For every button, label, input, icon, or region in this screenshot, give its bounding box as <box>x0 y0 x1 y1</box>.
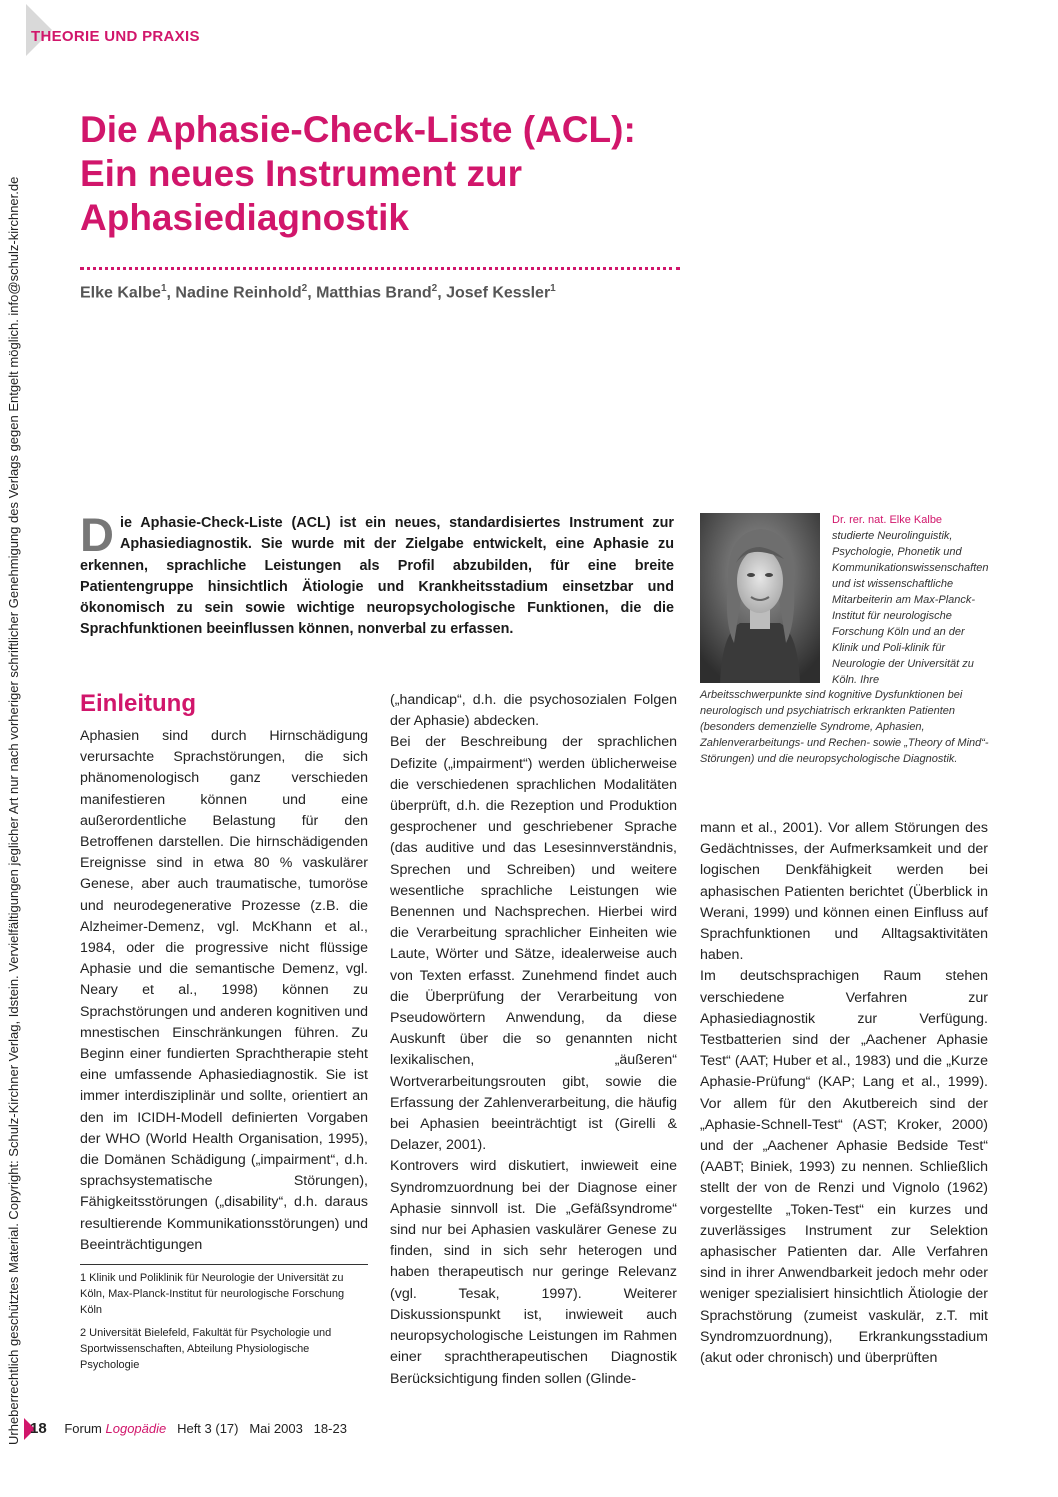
author-bio-caption <box>832 512 992 688</box>
author-name: Elke Kalbe <box>80 284 161 302</box>
author-affiliation: 2 <box>431 283 438 294</box>
author-affiliation: 1 <box>160 283 167 294</box>
body-paragraph: („handicap“, d.h. die psychosozialen Folgen der Aphasie) abdecken. <box>390 692 677 730</box>
author-list: Elke Kalbe$^1$, Nadine Reinhold$^2$, Matthias Brand$^2$, Josef Kessler$^1$ <box>80 283 556 302</box>
author-name: Josef Kessler <box>446 284 551 302</box>
body-paragraph: Bei der Beschreibung der sprachlichen Defizite („impairment“) werden üblicherweise die verschiedenen sprachlichen Modalitäten überprüft, d.h. die Rezeption und Produktion gesprochener und geschriebener Sprache (das auditive und das Lesesinnverständnis, Sprechen und Schreiben) und weitere wesentliche sprachliche Leistungen wie Benennen und Nachsprechen. Hierbei wird die Verarbeitung sprachlicher Einheiten wie Laute, Wörter und Sätze, idealerweise auch von Texten erfasst. Zunehmend findet auch die Überprüfung der Verarbeitung von Pseudowörtern Anwendung, da diese Auskunft über die so genannten nicht lexikalischen, „äußeren“ Wortverarbeitungsrouten gibt, sowie die Erfassung der Zahlenverarbeitung, die häufig bei Aphasien beeinträchtigt ist (Girelli & Delazer, 2001). <box>390 734 677 1154</box>
journal-prefix: Forum <box>64 1421 102 1436</box>
body-column-2 <box>390 690 677 1390</box>
footnotes <box>80 1270 368 1380</box>
footnote-divider <box>80 1264 368 1265</box>
author-affiliation: 2 <box>301 283 308 294</box>
section-label: THEORIE UND PRAXIS <box>31 28 200 45</box>
author-portrait-photo <box>700 513 820 683</box>
page-range: 18-23 <box>313 1421 347 1436</box>
author-bio-name: Dr. rer. nat. Elke Kalbe <box>832 514 943 526</box>
body-paragraph: Kontrovers wird diskutiert, inwieweit eine Syndromzuordnung bei der Diagnose einer Aphasie sinnvoll ist. Die „Gefäßsyndrome“ sind nur bei Aphasien vaskulärer Genese zu finden, sind in sich sehr heterogen und haben therapeutisch nur geringe Relevanz (vgl. Tesak, 1997). Weiterer Diskussionspunkt ist, inwieweit auch neuropsychologische Leistungen im Rahmen einer sprachtherapeutischen Diagnostik Berücksichtigung finden sollen (Glinde- <box>390 1158 677 1387</box>
page-number: 18 <box>30 1420 47 1437</box>
body-paragraph: Im deutschsprachigen Raum stehen verschiedene Verfahren zur Aphasiediagnostik zur Verfügung. Testbatterien sind der „Aachener Aphasie Test“ (AAT; Huber et al., 1983) und die „Kurze Aphasie-Prüfung“ (KAP; Lang et al., 1999). Vor allem für den Akutbereich sind der „Aphasie-Schnell-Test“ (AST; Kroker, 2000) und der „Aachener Aphasie Bedside Test“ (AABT; Biniek, 1993) zu nennen. Schließlich stellt der von de Renzi und Vignolo (1962) vorgestellte „Token-Test“ ein kurzes und zuverlässiges Instrument zur Selektion aphasischer Patienten dar. Alle Verfahren sind in ihrer Anwendbarkeit jedoch mehr oder weniger spezialisiert hinsichtlich Ätiologie der Sprachstörung (zumeist vaskulär, z.T. mit Syndromzuordnung), Erkrankungsstadium (akut oder chronisch) und überprüften <box>700 968 988 1367</box>
page-footer <box>30 1420 347 1437</box>
abstract <box>80 508 674 641</box>
body-column-3 <box>700 818 988 1369</box>
issue-number: Heft 3 (17) <box>177 1421 239 1436</box>
article-title: Die Aphasie-Check-Liste (ACL): Ein neues Instrument zur Aphasiediagnostik <box>80 109 636 238</box>
body-paragraph: Aphasien sind durch Hirnschädigung verursachte Sprachstörungen, die sich phänomenologisch ganz verschieden manifestieren können und eine außerordentliche Belastung für den Betroffenen darstellen. Die hirnschädigenden Ereignisse sind in etwa 80 % vaskulärer Genese, aber auch traumatische, tumoröse und neurodegenerative Prozesse (z.B. die Alzheimer-Demenz, vgl. McKhann et al., 1984, oder die progressive nicht flüssige Aphasie und die semantische Demenz, vgl. Neary et al., 1998) können zu Sprachstörungen und anderen kognitiven und mnestischen Einschränkungen führen. Zu Beginn einer fundierten Sprachtherapie steht eine umfassende Aphasiediagnostik. Sie ist immer interdisziplinär und sollte, orientiert an den im ICIDH-Modell definierten Vorgaben der WHO (World Health Organisation, 1995), die Domänen Schädigung („impairment“, d.h. sprachsystematische Störungen), Fähigkeitsstörungen („disability“, d.h. daraus resultierende Kommunikationsstörungen) und Beeinträchtigungen <box>80 728 368 1253</box>
author-name: Matthias Brand <box>316 284 432 302</box>
body-paragraph: mann et al., 2001). Vor allem Störungen des Gedächtnisses, der Aufmerksamkeit und der logischen Denkfähigkeit werden bei aphasischen Patienten berichtet (Überblick in Werani, 1999) und können einen Einfluss auf Sprachfunktionen und Alltagsaktivitäten haben. <box>700 820 988 964</box>
footnote: 2 Universität Bielefeld, Fakultät für Psychologie und Sportwissenschaften, Abteilung Physiologische Psychologie <box>80 1327 332 1371</box>
section-heading: Einleitung <box>80 690 196 717</box>
abstract-text: ie Aphasie-Check-Liste (ACL) ist ein neues, standardisiertes Instrument zur Aphasiediagnostik. Sie wurde mit der Zielgabe entwickelt, eine Aphasie zu erkennen, sprachliche Leistungen als Profil abzubilden, für eine breite Patientengruppe hinsichtlich Ätiologie und Krankheitsstadium einsetzbar und ökonomisch zu sein sowie wichtige neuropsychologische Funktionen, die die Sprachfunktionen beeinflussen können, nonverbal zu erfassen. <box>80 515 674 638</box>
author-name: Nadine Reinhold <box>175 284 302 302</box>
author-bio-caption-continued: Arbeitsschwerpunkte sind kognitive Dysfunktionen bei neurologisch und psychiatrisch erkrankten Patienten (besonders demenzielle Syndrome, Aphasien, Zahlenverarbeitungs- und Rechen- sowie „Theory of Mind“-Störungen) und die neuropsychologische Diagnostik. <box>700 689 989 765</box>
journal-name: Logopädie <box>105 1421 167 1436</box>
dotted-divider <box>80 267 680 270</box>
body-column-1 <box>80 726 368 1256</box>
copyright-side-note: Urheberrechtlich geschütztes Material. Copyright: Schulz-Kirchner Verlag, Idstein. Vervielfältigungen jeglicher Art nur nach vorheriger schriftlicher Genehmigung des Verlags gegen Entgelt möglich. info@schulz-kirchner.de <box>6 176 21 1445</box>
author-affiliation: 1 <box>550 283 556 294</box>
drop-cap: D <box>80 508 114 561</box>
author-bio-text: studierte Neurolinguistik, Psychologie, Phonetik und Kommunikationswissenschaften und ist wissenschaftliche Mitarbeiterin am Max-Planck-Institut für neurologische Forschung Köln und an der Klinik und Poli-klinik für Neurologie der Universität zu Köln. Ihre <box>832 530 989 686</box>
footnote: 1 Klinik und Poliklinik für Neurologie der Universität zu Köln, Max-Planck-Institut für neurologische Forschung Köln <box>80 1272 345 1316</box>
issue-date: Mai 2003 <box>249 1421 303 1436</box>
